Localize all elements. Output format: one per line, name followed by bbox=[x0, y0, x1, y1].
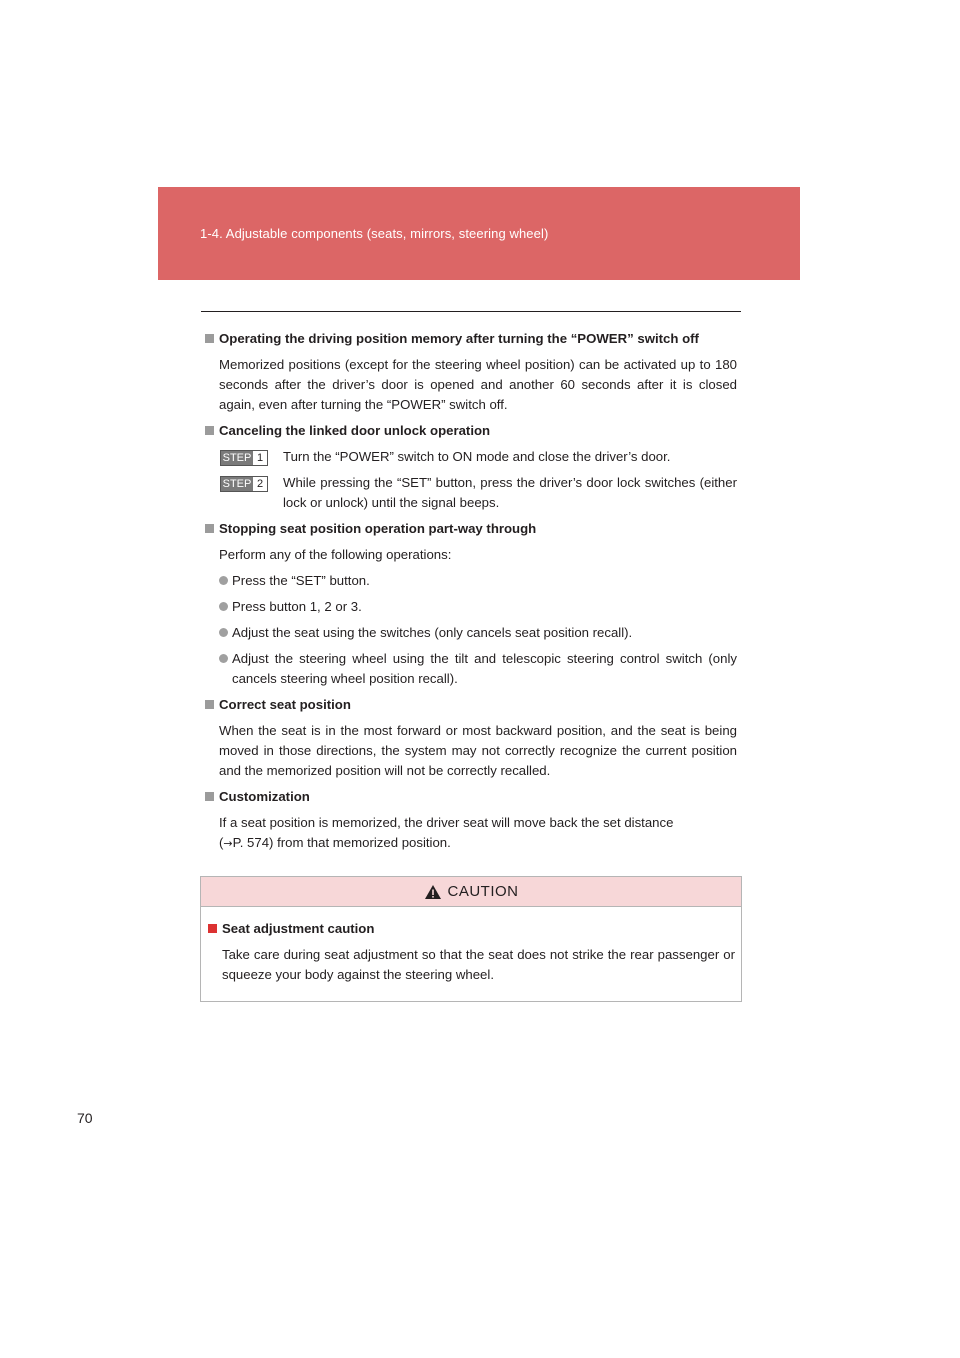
section-heading: Correct seat position bbox=[205, 695, 737, 715]
section-square-icon bbox=[205, 334, 214, 343]
section-heading: Operating the driving position memory after turning the “POWER” switch off bbox=[205, 329, 737, 349]
bullet-dot-icon bbox=[219, 628, 228, 637]
section-square-icon bbox=[205, 792, 214, 801]
caution-box bbox=[200, 876, 742, 1002]
caution-heading: Seat adjustment caution bbox=[208, 919, 735, 939]
step-badge: STEP 2 bbox=[220, 476, 268, 492]
caution-square-icon bbox=[208, 924, 217, 933]
caution-text: Take care during seat adjustment so that the seat does not strike the rear passenger or squeeze your body against the steering wheel. bbox=[222, 947, 735, 982]
section-heading: Stopping seat position operation part-way through bbox=[205, 519, 737, 539]
bullet-dot-icon bbox=[219, 654, 228, 663]
step-badge: STEP 1 bbox=[220, 450, 268, 466]
list-item: Adjust the seat using the switches (only cancels seat position recall). bbox=[219, 623, 737, 643]
top-rule bbox=[201, 311, 741, 312]
section-text: If a seat position is memorized, the driver seat will move back the set distance (→P. 574) from that memorized position. bbox=[219, 815, 674, 850]
section-heading: Canceling the linked door unlock operation bbox=[205, 421, 737, 441]
step-text: While pressing the “SET” button, press the driver’s door lock switches (either lock or unlock) until the signal beeps. bbox=[283, 475, 737, 510]
list-item: Adjust the steering wheel using the tilt and telescopic steering control switch (only cancels steering wheel position recall). bbox=[219, 649, 737, 689]
caution-header bbox=[201, 877, 741, 907]
arrow-right-icon: → bbox=[223, 837, 233, 850]
caution-title: CAUTION bbox=[447, 883, 519, 900]
section-heading: Customization bbox=[205, 787, 737, 807]
page-reference-link[interactable]: P. 574) from that memorized position. bbox=[232, 835, 451, 850]
step-1 bbox=[219, 447, 737, 467]
list-item: Press the “SET” button. bbox=[219, 571, 737, 591]
step-2 bbox=[219, 473, 737, 513]
warning-triangle-icon bbox=[424, 884, 442, 900]
chapter-title: 1-4. Adjustable components (seats, mirrors, steering wheel) bbox=[200, 226, 549, 241]
section-square-icon bbox=[205, 524, 214, 533]
section-text: When the seat is in the most forward or most backward position, and the seat is being moved in those directions, the system may not correctly recognize the current position and the memorized position will not be correctly recalled. bbox=[219, 723, 737, 778]
section-text: Perform any of the following operations: bbox=[219, 547, 452, 562]
section-text: Memorized positions (except for the steering wheel position) can be activated up to 180 seconds after the driver’s door is opened and another 60 seconds after it is closed again, even after turning the “POWER” switch off. bbox=[219, 357, 737, 412]
caution-body bbox=[201, 907, 741, 985]
section-square-icon bbox=[205, 426, 214, 435]
chapter-header-band bbox=[158, 187, 800, 280]
bullet-dot-icon bbox=[219, 576, 228, 585]
bullet-dot-icon bbox=[219, 602, 228, 611]
section-square-icon bbox=[205, 700, 214, 709]
list-item: Press button 1, 2 or 3. bbox=[219, 597, 737, 617]
step-text: Turn the “POWER” switch to ON mode and close the driver’s door. bbox=[283, 449, 671, 464]
page-number: 70 bbox=[77, 1110, 93, 1126]
main-content bbox=[205, 329, 737, 860]
